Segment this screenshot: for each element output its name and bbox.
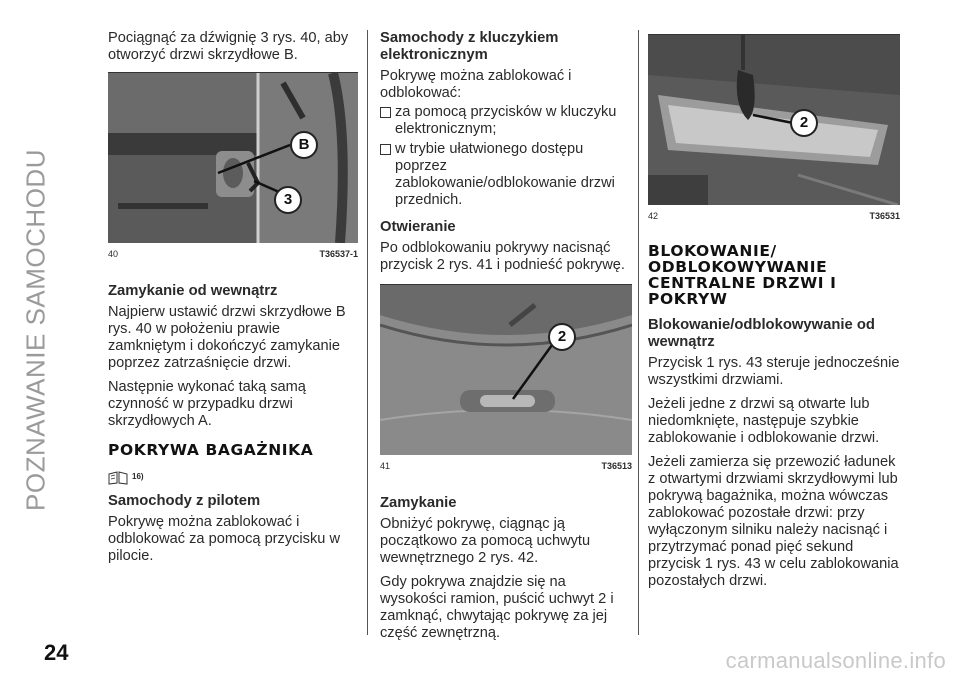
figure-42 xyxy=(648,34,900,225)
intro-paragraph: Pociągnąć za dźwignię 3 rys. 40, aby otworzyć drzwi skrzydłowe B. xyxy=(108,30,349,63)
warning-reference xyxy=(108,468,358,485)
column-1 xyxy=(108,30,358,572)
figure-41 xyxy=(380,284,632,475)
paragraph: Jeżeli zamierza się przewozić ładunek z otwartymi drzwiami skrzydłowymi lub pokrywą bagażnika, można wówczas zablokować pozostałe drzwi: przy wyłączonym silniku należy nacisnąć i przytrzymać ponad pięć sekund przycisk 1 rys. 43 w celu zablokowania pozostałych drzwi. xyxy=(648,454,899,589)
heading-electronic-key: Samochody z kluczykiem elektronicznym xyxy=(380,30,559,63)
callout-2: 2 xyxy=(790,109,818,137)
figure-code: T36537-1 xyxy=(319,249,358,259)
heading-closing-inside: Zamykanie od wewnątrz xyxy=(108,283,278,299)
column-divider xyxy=(367,30,368,635)
figure-40-image xyxy=(108,73,358,243)
paragraph: Przycisk 1 rys. 43 steruje jednocześnie wszystkimi drzwiami. xyxy=(648,355,900,388)
paragraph: Następnie wykonać taką samą czynność w przypadku drzwi skrzydłowych A. xyxy=(108,379,306,429)
figure-40-caption xyxy=(108,243,358,263)
figure-code: T36513 xyxy=(601,461,632,471)
section-heading-tailgate: POKRYWA BAGAŻNIKA xyxy=(108,441,314,459)
list-item-text: za pomocą przycisków w kluczyku elektronicznym; xyxy=(395,104,617,137)
heading-remote: Samochody z pilotem xyxy=(108,493,261,509)
figure-42-caption xyxy=(648,205,900,225)
section-heading-central-locking: BLOKOWANIE/ ODBLOKOWYWANIE CENTRALNE DRZWI I POKRYW xyxy=(648,242,837,308)
watermark: carmanualsonline.info xyxy=(725,648,946,673)
paragraph: Po odblokowaniu pokrywy nacisnąć przycisk 2 rys. 41 i podnieść pokrywę. xyxy=(380,240,625,273)
callout-2: 2 xyxy=(548,323,576,351)
manual-book-icon xyxy=(108,471,128,485)
list-item-text: w trybie ułatwionego dostępu poprzez zablokowanie/odblokowanie drzwi przednich. xyxy=(395,141,615,208)
paragraph: Najpierw ustawić drzwi skrzydłowe B rys. 40 w położeniu prawie zamkniętym i dokończyć zamykanie poprzez zatrzaśnięcie drzwi. xyxy=(108,304,346,371)
tailgate-inside-handle-illustration xyxy=(648,35,900,205)
checkbox-bullet-icon xyxy=(380,107,391,118)
paragraph: Pokrywę można zablokować i odblokować: xyxy=(380,68,572,101)
figure-number: 42 xyxy=(648,211,659,221)
checkbox-bullet-icon xyxy=(380,144,391,155)
paragraph: Obniżyć pokrywę, ciągnąc ją początkowo za pomocą uchwytu wewnętrznego 2 rys. 42. xyxy=(380,516,591,566)
figure-40 xyxy=(108,72,358,263)
side-section-title: POZNAWANIE SAMOCHODU xyxy=(20,149,51,511)
column-2 xyxy=(380,30,632,649)
figure-41-image xyxy=(380,285,632,455)
figure-41-caption xyxy=(380,455,632,475)
figure-number: 41 xyxy=(380,461,391,471)
reference-number: 16) xyxy=(132,472,144,481)
paragraph: Jeżeli jedne z drzwi są otwarte lub niedomknięte, następuje szybkie zablokowanie i odblokowanie drzwi. xyxy=(648,396,880,446)
page-number: 24 xyxy=(44,640,69,665)
tailgate-handle-illustration xyxy=(380,285,632,455)
figure-42-image xyxy=(648,35,900,205)
callout-b: B xyxy=(290,131,318,159)
heading-closing: Zamykanie xyxy=(380,495,457,511)
heading-inside-locking: Blokowanie/odblokowywanie od wewnątrz xyxy=(648,317,875,350)
list-item xyxy=(380,104,632,138)
column-divider xyxy=(638,30,639,635)
paragraph: Gdy pokrywa znajdzie się na wysokości ramion, puścić uchwyt 2 i zamknąć, chwytając pokrywę za jej część zewnętrzną. xyxy=(380,574,614,641)
list-item xyxy=(380,141,632,209)
figure-number: 40 xyxy=(108,249,119,259)
column-3 xyxy=(648,30,900,597)
callout-3: 3 xyxy=(274,186,302,214)
figure-code: T36531 xyxy=(869,211,900,221)
heading-opening: Otwieranie xyxy=(380,219,456,235)
van-side-door-illustration xyxy=(108,73,358,243)
paragraph: Pokrywę można zablokować i odblokować za pomocą przycisku w pilocie. xyxy=(108,514,340,564)
